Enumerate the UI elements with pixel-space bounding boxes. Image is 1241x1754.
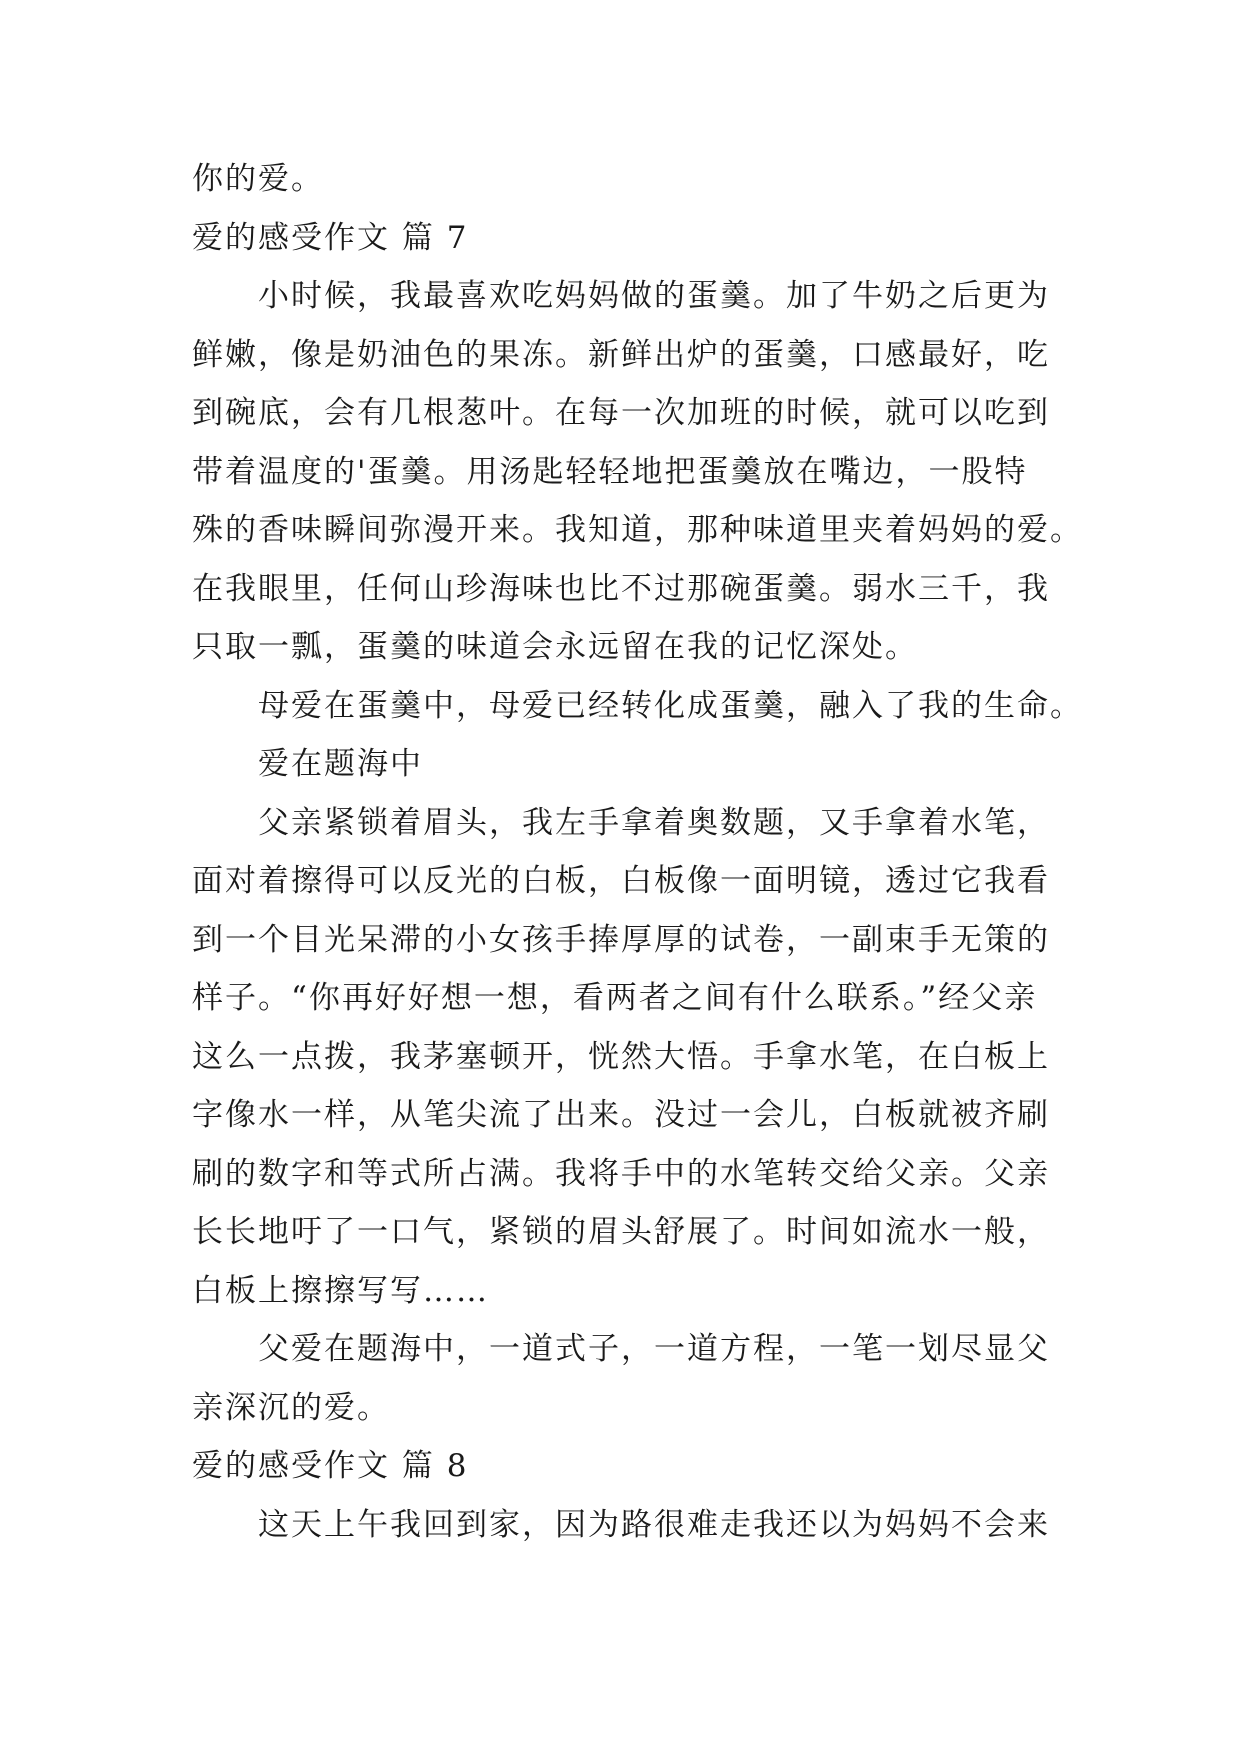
document-body — [192, 150, 1083, 1554]
paragraph-line: 刷的数字和等式所占满。我将手中的水笔转交给父亲。父亲 — [192, 1155, 1050, 1192]
paragraph-line: 面对着擦得可以反光的白板，白板像一面明镜，透过它我看 — [192, 863, 1050, 899]
paragraph-line: 长长地吁了一口气，紧锁的眉头舒展了。时间如流水一般， — [192, 1214, 1050, 1250]
paragraph-line: 殊的香味瞬间弥漫开来。我知道，那种味道里夹着妈妈的爱。 — [192, 512, 1083, 548]
paragraph-line: 到碗底，会有几根葱叶。在每一次加班的时候，就可以吃到 — [192, 395, 1050, 431]
paragraph-line: 这天上午我回到家，因为路很难走我还以为妈妈不会来 — [258, 1506, 1050, 1543]
paragraph-line: 鲜嫩，像是奶油色的果冻。新鲜出炉的蛋羹，口感最好，吃 — [192, 336, 1050, 373]
paragraph-line: 这么一点拨，我茅塞顿开，恍然大悟。手拿水笔，在白板上 — [192, 1038, 1050, 1075]
section-heading: 爱的感受作文 篇 7 — [192, 219, 469, 256]
paragraph-line: 父亲紧锁着眉头，我左手拿着奥数题，又手拿着水笔， — [258, 804, 1050, 841]
paragraph-line: 爱在题海中 — [258, 746, 423, 782]
paragraph-line: 父爱在题海中，一道式子，一道方程，一笔一划尽显父 — [258, 1331, 1050, 1367]
paragraph-line: 白板上擦擦写写…… — [192, 1272, 489, 1309]
paragraph-line: 只取一瓢，蛋羹的味道会永远留在我的记忆深处。 — [192, 629, 918, 665]
paragraph-line: 到一个目光呆滞的小女孩手捧厚厚的试卷，一副束手无策的 — [192, 921, 1050, 958]
paragraph-line: 字像水一样，从笔尖流了出来。没过一会儿，白板就被齐刷 — [192, 1097, 1050, 1133]
paragraph-line: 样子。“你再好好想一想，看两者之间有什么联系。”经父亲 — [192, 980, 1038, 1016]
paragraph-line: 你的爱。 — [192, 161, 324, 197]
paragraph-line: 亲深沉的爱。 — [192, 1389, 390, 1426]
paragraph-line: 带着温度的'蛋羹。用汤匙轻轻地把蛋羹放在嘴边，一股特 — [192, 453, 1028, 490]
paragraph-line: 母爱在蛋羹中，母爱已经转化成蛋羹，融入了我的生命。 — [258, 687, 1083, 724]
section-heading: 爱的感受作文 篇 8 — [192, 1448, 469, 1484]
paragraph-line: 在我眼里，任何山珍海味也比不过那碗蛋羹。弱水三千，我 — [192, 570, 1050, 607]
paragraph-line: 小时候，我最喜欢吃妈妈做的蛋羹。加了牛奶之后更为 — [258, 278, 1050, 314]
